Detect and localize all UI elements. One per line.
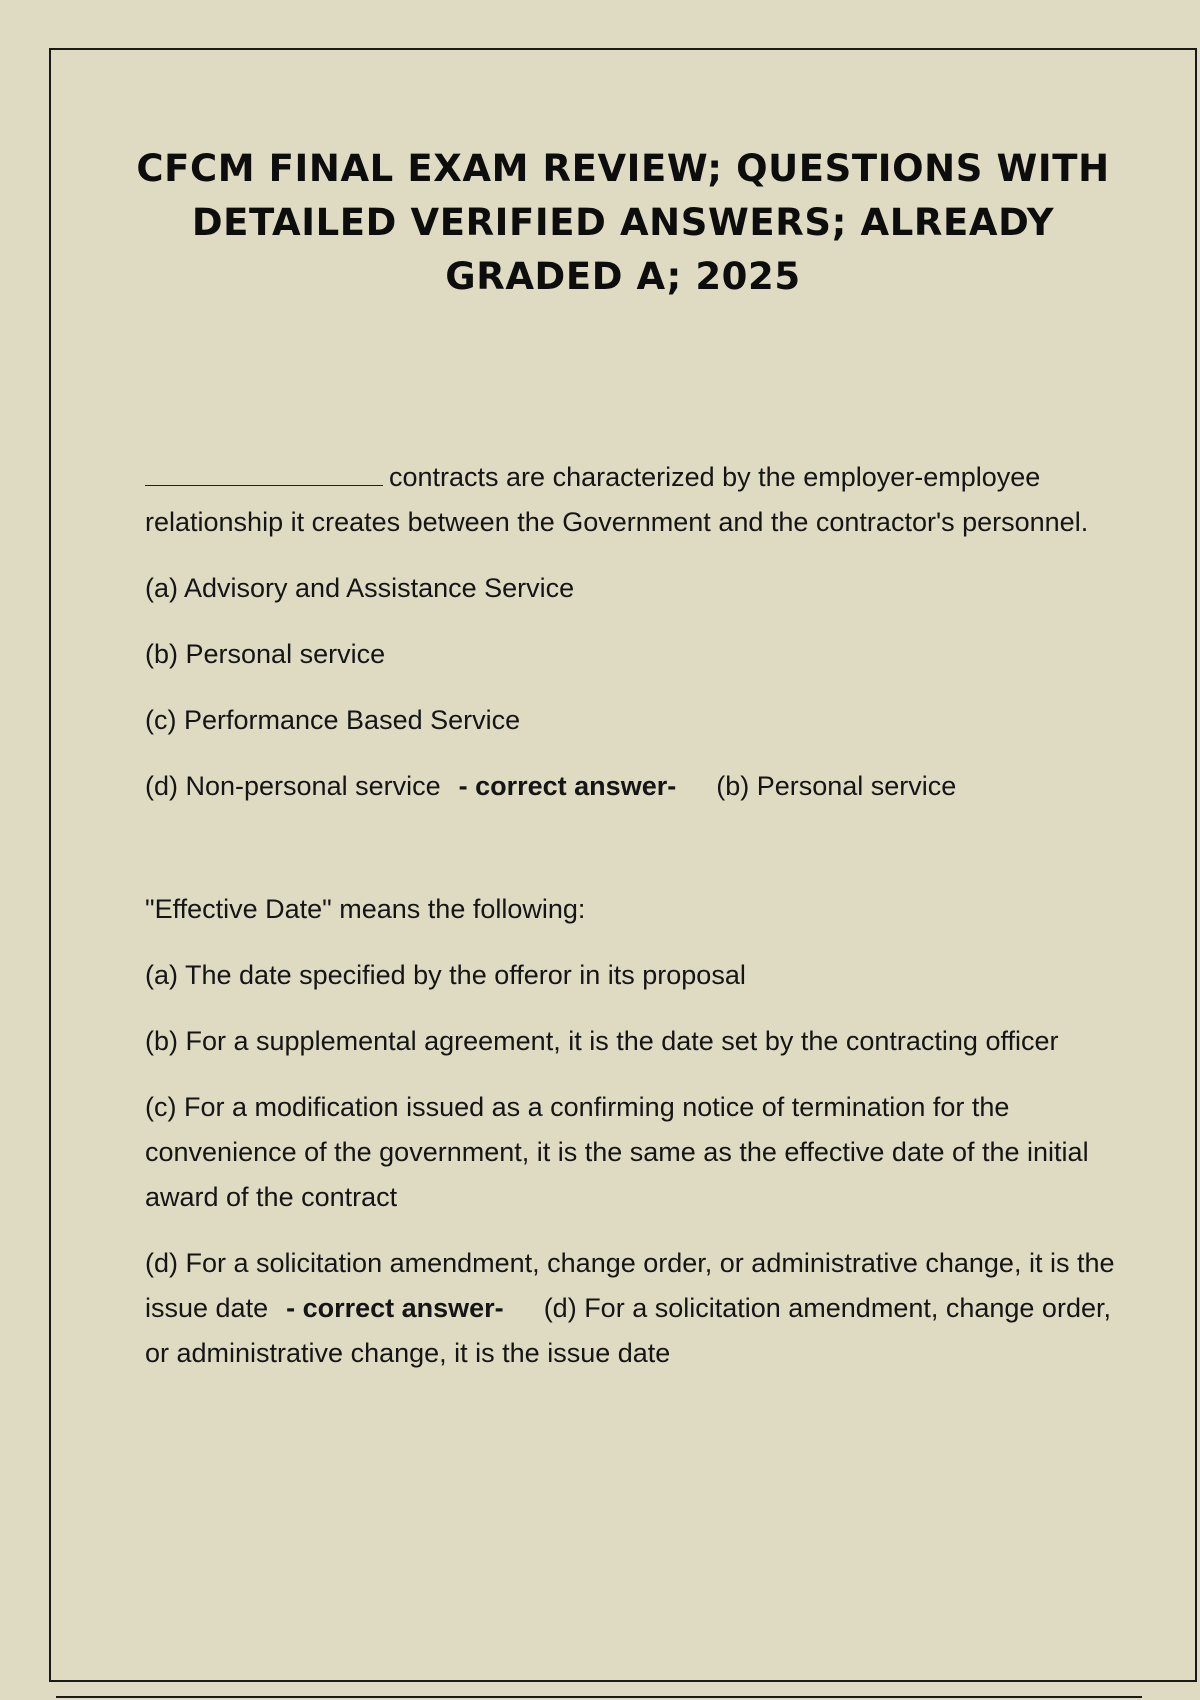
option-b: (b) For a supplemental agreement, it is the date set by the contracting officer <box>145 1026 1059 1056</box>
question-2 <box>145 887 1130 1376</box>
option-a: (a) Advisory and Assistance Service <box>145 573 575 603</box>
document-title: CFCM FINAL EXAM REVIEW; QUESTIONS WITH DETAILED VERIFIED ANSWERS; ALREADY GRADED A; 2025 <box>136 147 1110 298</box>
bottom-divider <box>56 1696 1142 1698</box>
option-b: (b) Personal service <box>145 639 386 669</box>
correct-answer-text: (b) Personal service <box>716 771 957 801</box>
option-c: (c) Performance Based Service <box>145 705 521 735</box>
option-a: (a) The date specified by the offeror in its proposal <box>145 960 746 990</box>
option-d: (d) For a solicitation amendment, change order, or administrative change, it is the issue date - correct answer- (d) For a solicitation amendment, change order, or administrative change, it is the issue date <box>145 1248 1115 1368</box>
correct-answer-text: (d) For a solicitation amendment, change order, or administrative change, it is the issue date <box>145 1293 1111 1368</box>
document-body <box>145 455 1130 1454</box>
correct-answer-label: - correct answer- <box>458 771 677 801</box>
option-c: (c) For a modification issued as a confirming notice of termination for the convenience of the government, it is the same as the effective date of the initial award of the contract <box>145 1092 1089 1212</box>
correct-answer-label: - correct answer- <box>286 1293 504 1323</box>
question-1 <box>145 455 1130 809</box>
fill-in-blank <box>145 459 383 486</box>
option-d: (d) Non-personal service - correct answer- (b) Personal service <box>145 771 957 801</box>
question-stem: "Effective Date" means the following: <box>145 894 586 924</box>
question-stem: contracts are characterized by the employer-employee relationship it creates between the Government and the contractor's personnel. <box>145 455 1130 545</box>
